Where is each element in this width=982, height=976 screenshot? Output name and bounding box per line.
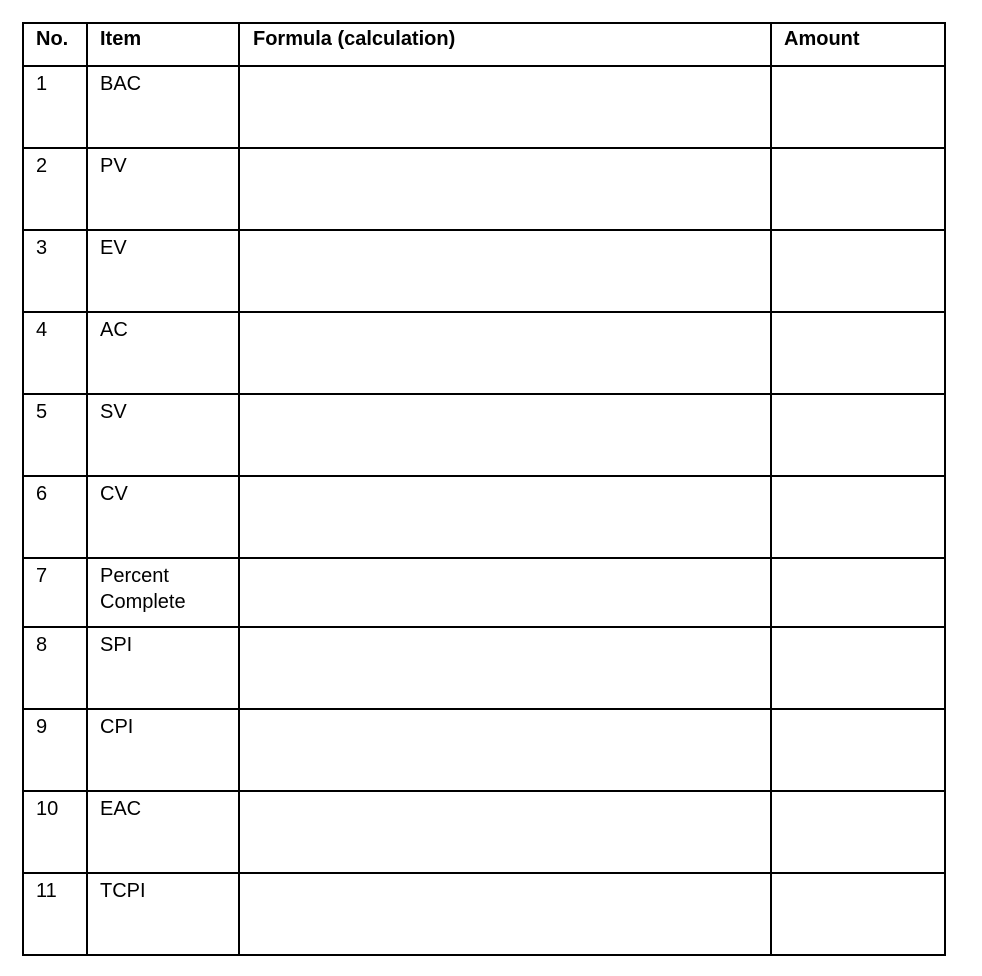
- table-row: [23, 66, 945, 148]
- cell-amount[interactable]: [771, 709, 945, 791]
- table-row: [23, 394, 945, 476]
- header-row: [23, 23, 945, 66]
- cell-amount[interactable]: [771, 312, 945, 394]
- cell-formula[interactable]: [239, 66, 771, 148]
- cell-formula[interactable]: [239, 791, 771, 873]
- header-item: Item: [87, 23, 239, 66]
- cell-formula[interactable]: [239, 394, 771, 476]
- cell-no: 5: [23, 394, 87, 476]
- cell-no: 4: [23, 312, 87, 394]
- table-row: [23, 312, 945, 394]
- cell-item: BAC: [87, 66, 239, 148]
- evm-table: [22, 22, 946, 956]
- cell-formula[interactable]: [239, 558, 771, 627]
- cell-amount[interactable]: [771, 873, 945, 955]
- cell-no: 6: [23, 476, 87, 558]
- cell-no: 3: [23, 230, 87, 312]
- table-row: [23, 148, 945, 230]
- cell-amount[interactable]: [771, 394, 945, 476]
- cell-no: 11: [23, 873, 87, 955]
- cell-no: 1: [23, 66, 87, 148]
- cell-item: AC: [87, 312, 239, 394]
- cell-item: SPI: [87, 627, 239, 709]
- cell-item: EV: [87, 230, 239, 312]
- cell-no: 9: [23, 709, 87, 791]
- header-no: No.: [23, 23, 87, 66]
- table-row: [23, 476, 945, 558]
- cell-amount[interactable]: [771, 230, 945, 312]
- cell-amount[interactable]: [771, 558, 945, 627]
- cell-no: 7: [23, 558, 87, 627]
- cell-amount[interactable]: [771, 148, 945, 230]
- cell-formula[interactable]: [239, 476, 771, 558]
- table-row: [23, 627, 945, 709]
- cell-item: CV: [87, 476, 239, 558]
- table-row: [23, 791, 945, 873]
- header-amount: Amount: [771, 23, 945, 66]
- cell-item: EAC: [87, 791, 239, 873]
- cell-formula[interactable]: [239, 627, 771, 709]
- cell-formula[interactable]: [239, 873, 771, 955]
- table-row: [23, 558, 945, 627]
- table-row: [23, 873, 945, 955]
- cell-item: CPI: [87, 709, 239, 791]
- cell-formula[interactable]: [239, 230, 771, 312]
- cell-item: Percent Complete: [87, 558, 239, 627]
- cell-formula[interactable]: [239, 148, 771, 230]
- cell-formula[interactable]: [239, 709, 771, 791]
- cell-no: 8: [23, 627, 87, 709]
- cell-amount[interactable]: [771, 476, 945, 558]
- cell-amount[interactable]: [771, 791, 945, 873]
- cell-item: PV: [87, 148, 239, 230]
- cell-no: 2: [23, 148, 87, 230]
- cell-amount[interactable]: [771, 66, 945, 148]
- header-formula: Formula (calculation): [239, 23, 771, 66]
- cell-no: 10: [23, 791, 87, 873]
- cell-item: TCPI: [87, 873, 239, 955]
- cell-item: SV: [87, 394, 239, 476]
- table-row: [23, 709, 945, 791]
- table-row: [23, 230, 945, 312]
- cell-amount[interactable]: [771, 627, 945, 709]
- cell-formula[interactable]: [239, 312, 771, 394]
